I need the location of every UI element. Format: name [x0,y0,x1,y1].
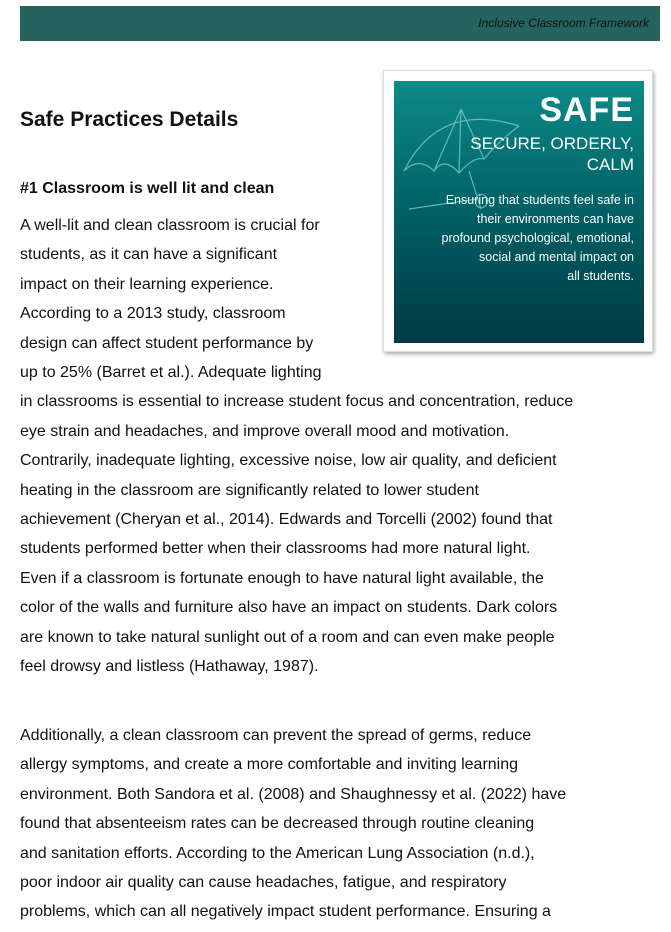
tagline-line: CALM [586,155,634,174]
description-line: profound psychological, emotional, [441,231,634,245]
paragraph-line: Additionally, a clean classroom can prevent the spread of germs, reduce [20,727,532,744]
paragraph-2 [20,721,566,927]
paragraph-line: in classrooms is essential to increase student focus and concentration, reduce [20,393,574,411]
paragraph-line: eye strain and headaches, and improve overall mood and motivation. [20,422,510,440]
paragraph-line: and sanitation efforts. According to the American Lung Association (n.d.), [20,844,535,862]
paragraph-line: found that absenteeism rates can be decreased through routine cleaning [20,815,535,833]
paragraph-line: environment. Both Sandora et al. (2008) and Shaughnessy et al. (2022) have [20,785,567,803]
paragraph-line: design can affect student performance by [20,334,314,352]
paragraph-line: students performed better when their classrooms had more natural light. [20,540,531,558]
paragraph-line: Contrarily, inadequate lighting, excessive noise, low air quality, and deficient [20,452,557,470]
paragraph-line: color of the walls and furniture also have an impact on students. Dark colors [20,599,558,617]
paragraph-line: A well-lit and clean classroom is crucial for [20,217,320,234]
tagline-line: SECURE, ORDERLY, [470,134,634,153]
paragraph-line: poor indoor air quality can cause headaches, fatigue, and respiratory [20,874,507,892]
paragraph-line: problems, which can all negatively impact student performance. Ensuring a [20,903,551,921]
paragraph-line: Even if a classroom is fortunate enough to have natural light available, the [20,569,544,587]
paragraph-line: are known to take natural sunlight out of a room and can even make people [20,628,555,646]
description-line: their environments can have [476,212,634,226]
description-line: all students. [567,269,634,283]
paragraph-line: allergy symptoms, and create a more comfortable and inviting learning [20,756,519,774]
paragraph-line: heating in the classroom are significantly related to lower student [20,481,479,499]
section-heading: #1 Classroom is well lit and clean [20,180,275,197]
description-line: social and mental impact on [479,250,634,264]
header-bar [20,6,660,41]
paragraph-1 [20,211,573,682]
paragraph-line: up to 25% (Barret et al.). Adequate lighting [20,364,322,382]
figure-title: SAFE [539,91,634,129]
paragraph-line: feel drowsy and listless (Hathaway, 1987). [20,658,319,676]
paragraph-line: achievement (Cheryan et al., 2014). Edwards and Torcelli (2002) found that [20,511,553,529]
paragraph-line: impact on their learning experience. [20,275,274,293]
header-title: Inclusive Classroom Framework [478,16,649,30]
figure-tagline [470,133,634,175]
paragraph-line: students, as it can have a significant [20,246,278,264]
description-line: Ensuring that students feel safe in [445,193,634,207]
page-title: Safe Practices Details [20,108,239,131]
paragraph-line: According to a 2013 study, classroom [20,305,286,323]
